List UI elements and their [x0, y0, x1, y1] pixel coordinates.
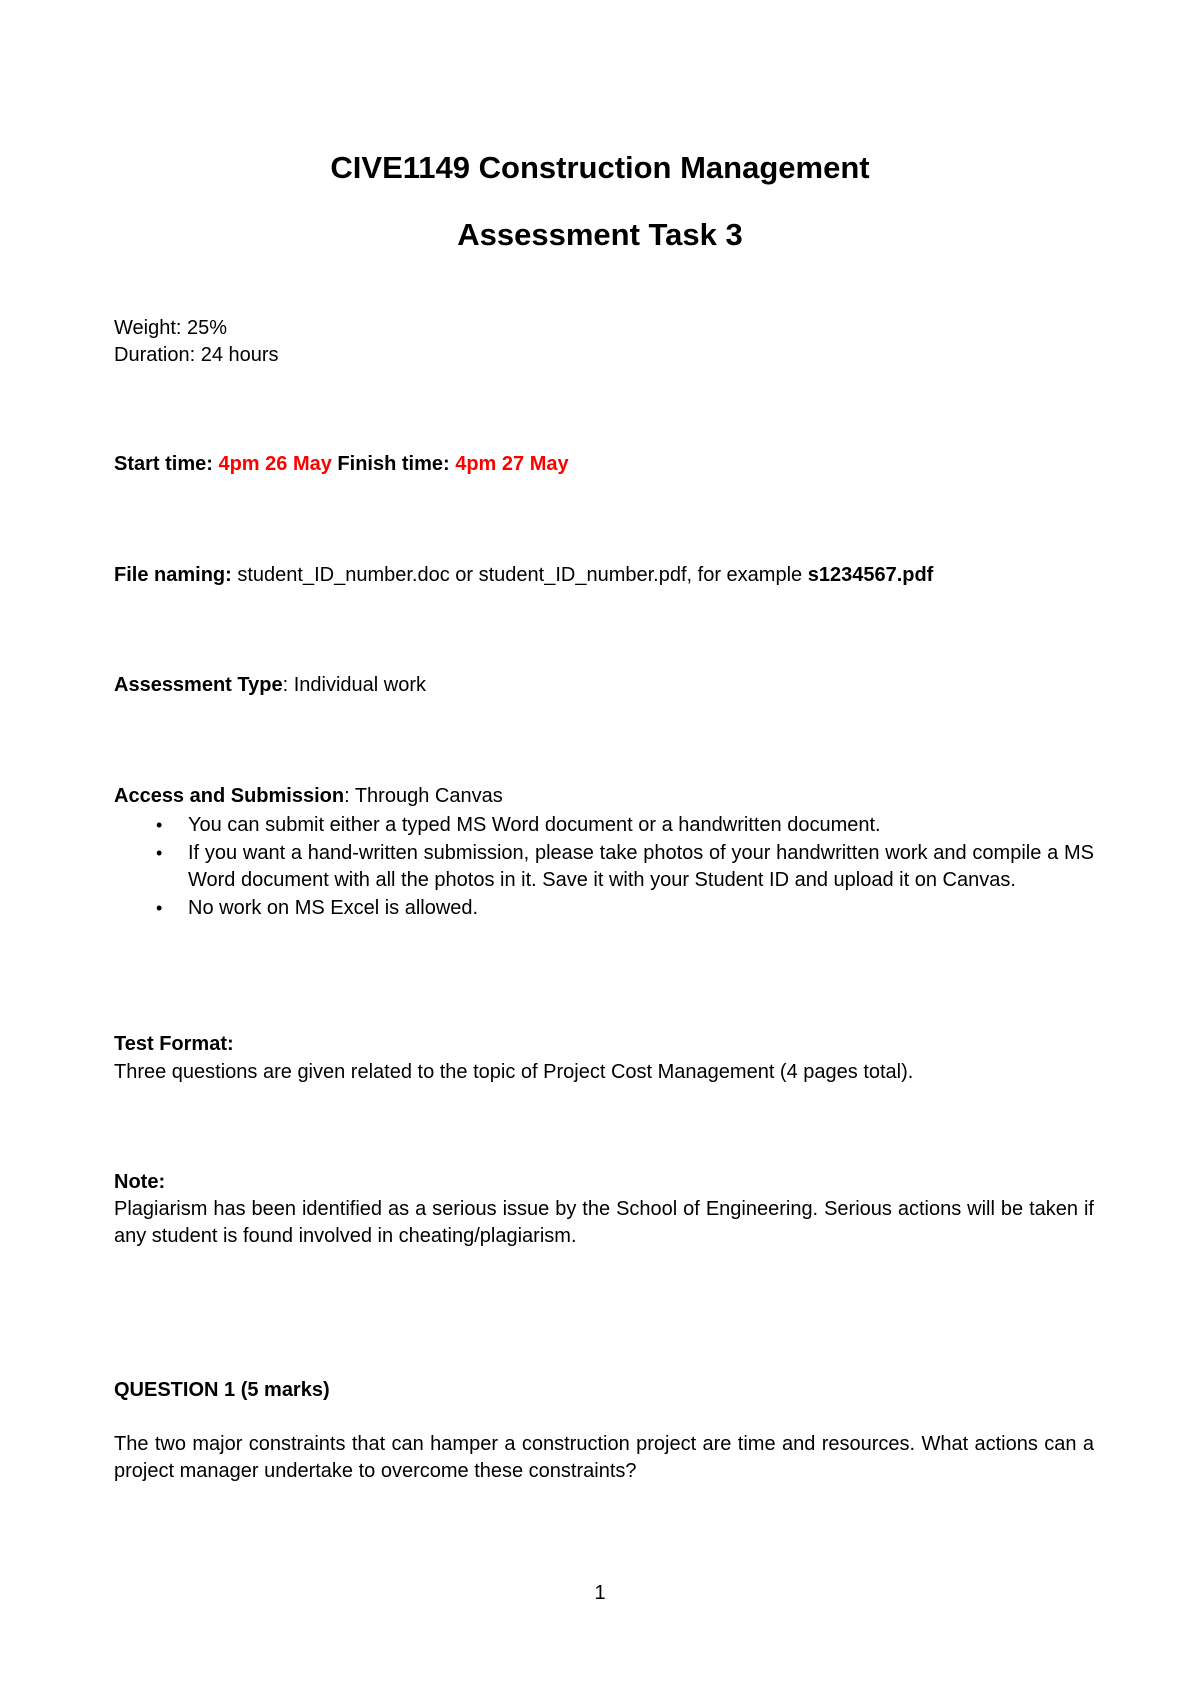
- finish-value: 4pm 27 May: [455, 453, 569, 475]
- list-item: • No work on MS Excel is allowed.: [114, 895, 1094, 922]
- bullet-icon: •: [156, 843, 163, 863]
- bullet-icon: •: [156, 898, 163, 918]
- weight-text: Weight: 25%: [114, 317, 228, 339]
- assessment-type-label: Assessment Type: [114, 674, 283, 696]
- note-label: Note:: [114, 1171, 166, 1193]
- list-item: • If you want a hand-written submission, please take photos of your handwritten work and compile a MS Word document with all the photos in it. Save it with your Student ID and upload it on Canvas.: [156, 842, 1094, 891]
- assessment-type-value: : Individual work: [282, 674, 426, 696]
- task-title: Assessment Task 3: [457, 217, 743, 252]
- access-value: : Through Canvas: [344, 785, 503, 807]
- file-naming-label: File naming:: [114, 564, 232, 586]
- file-naming-text: student_ID_number.doc or student_ID_number.pdf, for example: [231, 564, 808, 586]
- assessment-type-line: [114, 671, 426, 699]
- page-number: 1: [594, 1582, 606, 1604]
- finish-label: Finish time:: [337, 453, 450, 475]
- submission-bullet-list: [114, 812, 1094, 923]
- duration-text: Duration: 24 hours: [114, 344, 279, 366]
- start-value: 4pm 26 May: [218, 453, 332, 475]
- start-label: Start time:: [114, 453, 213, 475]
- timing-line: [114, 450, 569, 478]
- test-format-text: Three questions are given related to the topic of Project Cost Management (4 pages total).: [114, 1061, 914, 1083]
- bullet-icon: •: [156, 815, 163, 835]
- file-naming-line: [114, 561, 933, 589]
- question1-text: The two major constraints that can hamper a construction project are time and resources. What actions can a project manager undertake to overcome these constraints?: [114, 1433, 1094, 1482]
- note-text: Plagiarism has been identified as a serious issue by the School of Engineering. Serious actions will be taken if any student is found involved in cheating/plagiarism.: [114, 1198, 1094, 1247]
- course-title: CIVE1149 Construction Management: [330, 150, 870, 185]
- file-naming-example: s1234567.pdf: [807, 564, 934, 586]
- test-format-label: Test Format:: [114, 1033, 234, 1055]
- list-item: • You can submit either a typed MS Word document or a handwritten document.: [114, 812, 1094, 839]
- question1-heading: QUESTION 1 (5 marks): [114, 1379, 330, 1401]
- access-line: [114, 782, 503, 810]
- access-label: Access and Submission: [114, 785, 345, 807]
